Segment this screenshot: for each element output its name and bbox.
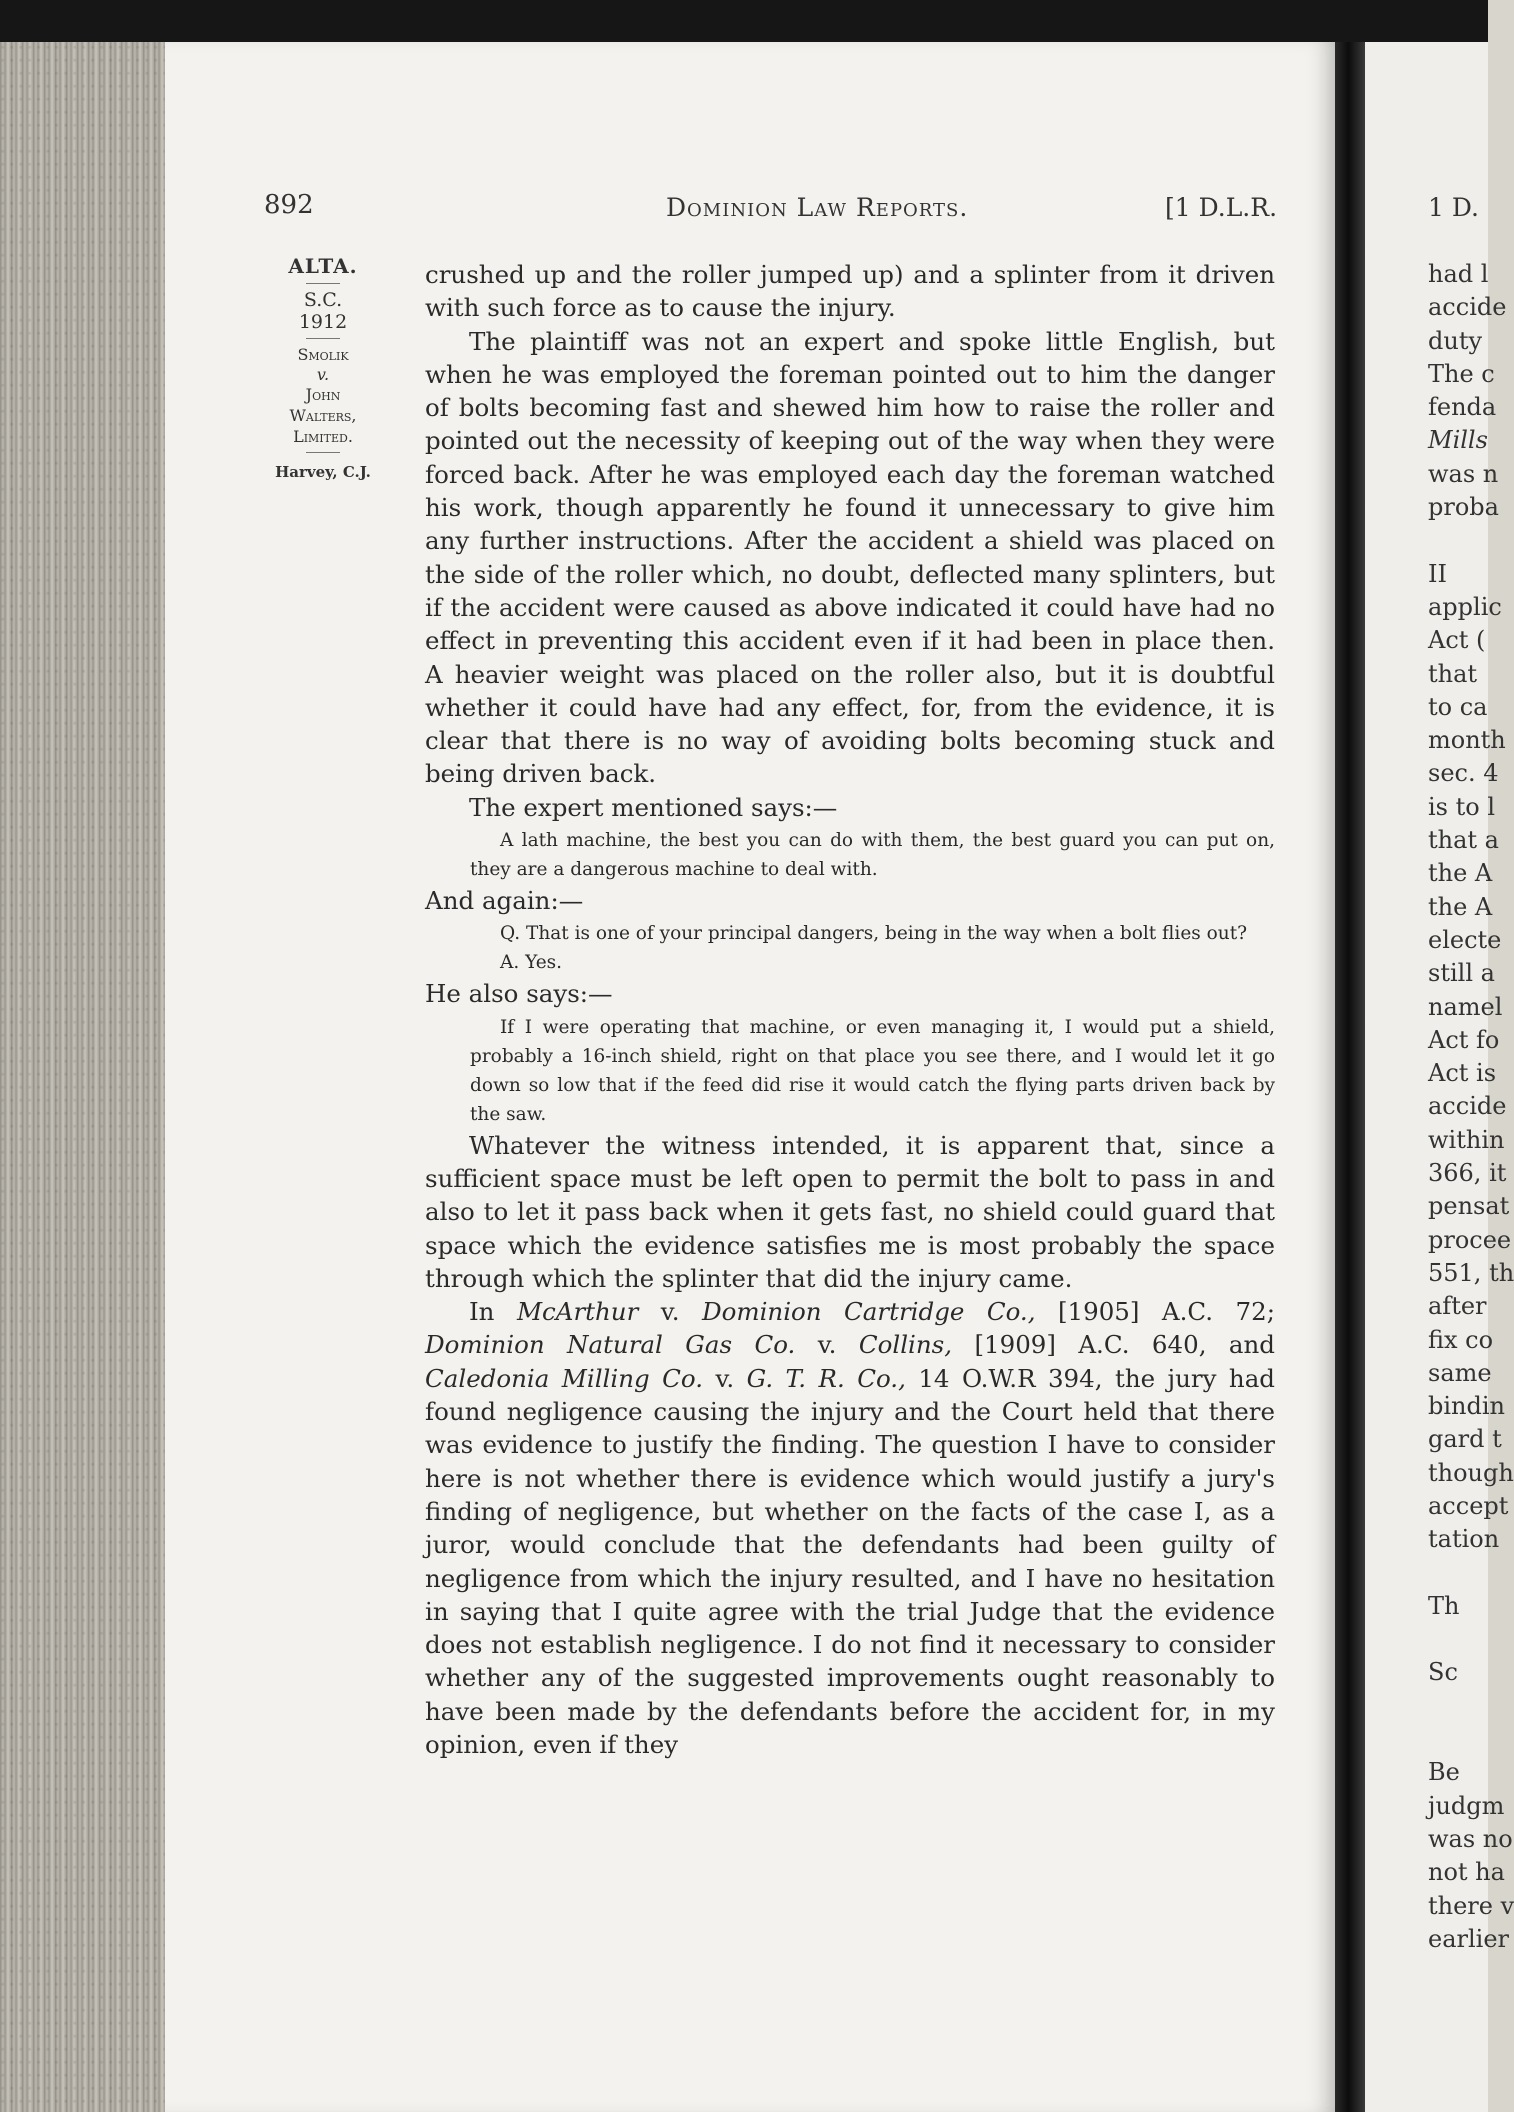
paragraph: And again:— — [425, 886, 584, 916]
right-page-line: 551, th — [1428, 1258, 1514, 1287]
paragraph-case-citations — [425, 1295, 1275, 1761]
margin-party-defendant-2: Walters, — [289, 406, 357, 425]
right-page-head: 1 D. — [1428, 193, 1479, 222]
right-page-line — [1428, 524, 1490, 557]
right-page-line — [1428, 1690, 1490, 1723]
right-page-line: same — [1428, 1358, 1492, 1387]
text-run: 14 O.W.R 394, the jury had found negligence causing the injury and the Court held that there was evidence to justify the finding. The question I have to consider here is not whether there is evidence which would justify a jury's finding of negligence, but whether on the facts of the case I, as a juror, would conclude that the defendants had been guilty of negligence from which the injury resulted, and I have no hesitation in saying that I quite agree with the trial Judge that the evidence does not establish negligence. I do not find it necessary to consider whether any of the suggested improvements ought reasonably to have been made by the defendants before the accident for, in my opinion, even if they — [425, 1363, 1275, 1759]
block-quote-answer: A. Yes. — [500, 952, 563, 974]
citation: [1905] A.C. 72; — [1035, 1297, 1275, 1327]
right-page-line: accide — [1428, 293, 1507, 322]
right-page-line: there v — [1428, 1891, 1514, 1920]
right-page-line: accept — [1428, 1491, 1509, 1520]
right-page-line: namel — [1428, 992, 1503, 1021]
block-quote: A lath machine, the best you can do with them, the best guard you can put on, they are a dangerous machine to deal with. — [470, 830, 1275, 881]
right-page-line: gard t — [1428, 1425, 1502, 1454]
right-page-line: fenda — [1428, 393, 1497, 422]
margin-party-defendant-3: Limited. — [293, 427, 353, 446]
right-page-line: earlier — [1428, 1924, 1510, 1953]
right-page-line — [1428, 1557, 1490, 1590]
case-name: McArthur — [516, 1297, 639, 1327]
right-page-line: was no — [1428, 1824, 1513, 1853]
right-page-line: 366, it — [1428, 1159, 1507, 1188]
case-name: Collins, — [858, 1330, 953, 1360]
body-text — [425, 258, 1275, 1761]
margin-party-plaintiff: Smolik — [297, 345, 349, 364]
right-page-line: duty — [1428, 326, 1483, 355]
text-run: v. — [795, 1330, 859, 1360]
margin-court: ALTA. — [288, 254, 358, 278]
citation: [1909] A.C. 640, and — [952, 1330, 1275, 1360]
right-page-line: Act is — [1428, 1059, 1497, 1088]
right-page-line: II — [1428, 559, 1447, 588]
right-page-line: that — [1428, 659, 1478, 688]
block-quote: Q. That is one of your principal dangers, being in the way when a bolt flies out? — [500, 923, 1248, 945]
right-page-line: judgm — [1428, 1791, 1505, 1820]
right-page-line: Mills — [1428, 426, 1488, 455]
case-name: Dominion Natural Gas Co. — [425, 1330, 796, 1360]
right-page-line: electe — [1428, 925, 1502, 954]
running-head: Dominion Law Reports. — [666, 193, 969, 222]
right-page-line: Act ( — [1428, 626, 1486, 655]
right-page-line: is to l — [1428, 792, 1496, 821]
right-page-line — [1428, 1723, 1490, 1756]
margin-versus: v. — [316, 365, 330, 384]
right-page-line: tation — [1428, 1525, 1500, 1554]
paragraph: He also says:— — [425, 979, 613, 1009]
right-page-line — [1428, 1623, 1490, 1656]
right-page-line: though — [1428, 1458, 1514, 1487]
right-page-line: accide — [1428, 1092, 1507, 1121]
case-name: Caledonia Milling Co. — [425, 1363, 703, 1393]
block-quote: If I were operating that machine, or even managing it, I would put a shield, probably a 16-inch shield, right on that place you see there, and I would let it go down so low that if the feed did rise it would catch the flying parts driven back by the saw. — [470, 1016, 1275, 1125]
right-page-line: proba — [1428, 493, 1499, 522]
paragraph: The expert mentioned says:— — [469, 792, 838, 822]
right-page-line: procee — [1428, 1225, 1512, 1254]
right-page-line: bindin — [1428, 1392, 1505, 1421]
right-page-line: the A — [1428, 859, 1493, 888]
right-page-line: month — [1428, 726, 1506, 755]
book-page-edges — [0, 42, 165, 2112]
right-page-line: within — [1428, 1125, 1505, 1154]
right-page-line: sec. 4 — [1428, 759, 1499, 788]
margin-party-defendant-1: John — [305, 385, 341, 404]
book-gutter — [1335, 42, 1365, 2112]
right-page-line: applic — [1428, 592, 1502, 621]
right-page-line: fix co — [1428, 1325, 1494, 1354]
right-page-line: after — [1428, 1292, 1487, 1321]
scan-top-border — [0, 0, 1488, 42]
right-page-line: the A — [1428, 892, 1493, 921]
right-page-line: was n — [1428, 459, 1499, 488]
right-page-text — [1428, 258, 1514, 1956]
right-page-line: Th — [1428, 1591, 1460, 1620]
margin-year: 1912 — [298, 311, 348, 333]
right-page-line: Act fo — [1428, 1025, 1500, 1054]
margin-sc: S.C. — [303, 289, 343, 311]
case-name: Dominion Cartridge Co., — [701, 1297, 1036, 1327]
paragraph: crushed up and the roller jumped up) and a splinter from it driven with such force as to cause the injury. — [425, 260, 1275, 323]
right-page-line: Sc — [1428, 1658, 1458, 1687]
page-number: 892 — [264, 190, 314, 220]
right-page-line: not ha — [1428, 1858, 1505, 1887]
volume-reference: [1 D.L.R. — [1165, 193, 1278, 222]
right-page-line: pensat — [1428, 1192, 1510, 1221]
paragraph: The plaintiff was not an expert and spoke little English, but when he was employed the foreman pointed out to him the danger of bolts becoming fast and shewed him how to raise the roller and pointed out the necessity of keeping out of the way when they were forced back. After he was employed each day the foreman watched his work, though apparently he found it unnecessary to give him any further instructions. After the accident a shield was placed on the side of the roller which, no doubt, deflected many splinters, but if the accident were caused as above indicated it could have had no effect in preventing this accident even if it had been in place then. A heavier weight was placed on the roller also, but it is doubtful whether it could have had any effect, for, from the evidence, it is clear that there is no way of avoiding bolts becoming stuck and being driven back. — [425, 326, 1275, 789]
text-run: v. — [703, 1363, 747, 1393]
text-run: In — [469, 1297, 517, 1327]
case-name: G. T. R. Co., — [746, 1363, 906, 1393]
margin-judge: Harvey, C.J. — [275, 463, 371, 481]
margin-rule — [306, 338, 340, 339]
right-page-line: The c — [1428, 359, 1495, 388]
right-page-line: had l — [1428, 260, 1489, 288]
right-page-line: that a — [1428, 826, 1499, 855]
margin-notes — [258, 255, 388, 483]
margin-rule — [306, 452, 340, 453]
text-run: v. — [638, 1297, 702, 1327]
margin-rule — [306, 283, 340, 284]
right-page-line: Be — [1428, 1758, 1460, 1787]
right-page-line: still a — [1428, 959, 1495, 988]
paragraph: Whatever the witness intended, it is apparent that, since a sufficient space must be left open to permit the bolt to pass in and also to let it pass back when it gets fast, no shield could guard that space which the evidence satisfies me is most probably the space through which the splinter that did the injury came. — [425, 1130, 1275, 1293]
right-page-line: to ca — [1428, 692, 1488, 721]
